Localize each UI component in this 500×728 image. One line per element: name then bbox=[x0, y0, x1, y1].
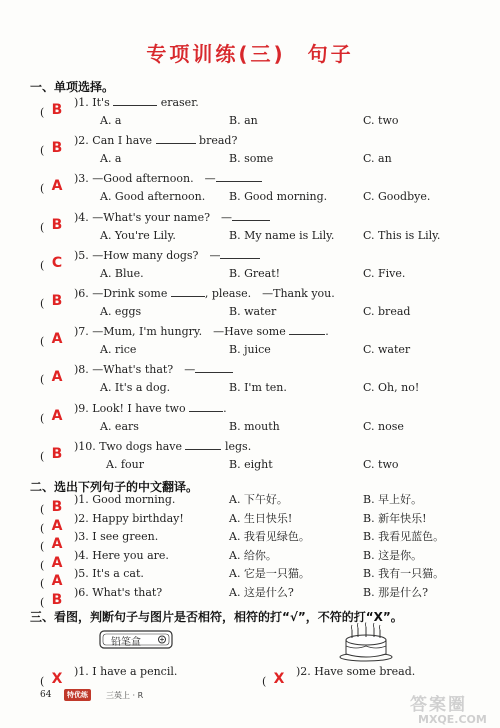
left-paren: ( bbox=[40, 106, 45, 119]
section-3-heading: 三、看图，判断句子与图片是否相符，相符的打“√”，不符的打“X”。 bbox=[30, 610, 403, 624]
option-a: A. four bbox=[106, 457, 144, 471]
answer-blank bbox=[156, 133, 196, 144]
answer-mark: X bbox=[273, 671, 285, 687]
answer-mark: C bbox=[51, 254, 63, 271]
translation-row bbox=[40, 530, 159, 553]
sentence-text: )3. I see green. bbox=[74, 530, 159, 543]
option-a: A. 它是一只猫。 bbox=[229, 567, 310, 580]
question-row bbox=[40, 286, 335, 310]
translation-row bbox=[40, 511, 184, 535]
question-text-pre: )10. Two dogs have bbox=[74, 439, 186, 453]
question-text-post: . bbox=[223, 401, 227, 415]
answer-blank bbox=[195, 362, 233, 373]
option-a: A. 给你。 bbox=[229, 548, 277, 562]
option-a: A. ears bbox=[100, 419, 139, 433]
question-row bbox=[40, 171, 262, 196]
option-b: B. Good morning. bbox=[229, 190, 328, 204]
sentence-text: )4. Here you are. bbox=[74, 548, 169, 562]
section-2-heading: 二、选出下列句子的中文翻译。 bbox=[30, 480, 199, 494]
judgement-row bbox=[40, 665, 178, 688]
option-a: A. 生日快乐! bbox=[229, 511, 293, 525]
answer-mark: A bbox=[51, 369, 63, 386]
question-text-pre: )9. Look! I have two bbox=[74, 401, 190, 415]
left-paren: ( bbox=[40, 335, 45, 349]
question-text-pre: )3. —Good afternoon. — bbox=[74, 172, 216, 186]
answer-blank bbox=[232, 210, 270, 221]
left-paren: ( bbox=[40, 595, 45, 609]
option-b: B. eight bbox=[229, 457, 273, 471]
watermark bbox=[410, 690, 487, 726]
answer-mark: A bbox=[51, 517, 63, 534]
option-b: B. 这是你。 bbox=[363, 548, 423, 562]
option-a: A. Blue. bbox=[100, 266, 144, 280]
option-a: A. a bbox=[100, 152, 122, 166]
question-row bbox=[40, 439, 252, 463]
question-text-post: eraser. bbox=[157, 96, 199, 109]
question-row bbox=[40, 362, 233, 387]
question-row bbox=[40, 95, 199, 119]
option-b: B. 早上好。 bbox=[363, 493, 423, 506]
option-b: B. 那是什么? bbox=[363, 585, 428, 599]
answer-mark: A bbox=[51, 554, 63, 571]
translation-row bbox=[40, 567, 144, 590]
question-text-pre: )2. Can I have bbox=[74, 134, 156, 148]
question-text-post: , please. —Thank you. bbox=[204, 287, 335, 300]
page-number: 64 bbox=[40, 690, 52, 700]
answer-blank bbox=[171, 286, 205, 297]
left-paren: ( bbox=[40, 182, 45, 196]
option-a: A. 下午好。 bbox=[229, 493, 288, 506]
answer-mark: A bbox=[51, 573, 63, 589]
page-title bbox=[0, 38, 500, 67]
answer-blank bbox=[185, 439, 221, 450]
grade-label: 三英上 · R bbox=[106, 691, 144, 700]
option-b: B. 我有一只猫。 bbox=[363, 567, 445, 580]
answer-mark: A bbox=[51, 331, 63, 348]
answer-blank bbox=[189, 401, 223, 412]
option-c: C. water bbox=[363, 343, 411, 357]
left-paren: ( bbox=[40, 540, 45, 553]
left-paren: ( bbox=[40, 258, 45, 272]
question-text-pre: )4. —What's your name? — bbox=[74, 210, 232, 224]
option-a: A. rice bbox=[100, 343, 137, 357]
option-c: C. Five. bbox=[363, 266, 406, 280]
option-b: B. water bbox=[229, 305, 277, 318]
question-text-pre: )1. It's bbox=[74, 96, 114, 109]
sentence-text: )2. Have some bread. bbox=[296, 665, 416, 678]
answer-mark: B bbox=[51, 499, 63, 515]
left-paren: ( bbox=[40, 373, 45, 387]
option-b: B. 我看见蓝色。 bbox=[363, 530, 445, 543]
question-text-post: legs. bbox=[221, 439, 252, 453]
left-paren: ( bbox=[40, 411, 45, 425]
question-text-pre: )5. —How many dogs? — bbox=[74, 248, 221, 262]
option-c: C. This is Lily. bbox=[363, 228, 441, 242]
left-paren: ( bbox=[262, 675, 267, 688]
option-a: A. Good afternoon. bbox=[100, 190, 206, 204]
pencil-box-picture bbox=[98, 628, 176, 656]
brand-badge: 特优练 bbox=[64, 689, 91, 701]
title-main: 专项训练(三) bbox=[146, 42, 286, 66]
left-paren: ( bbox=[40, 521, 45, 535]
answer-mark: B bbox=[51, 140, 63, 157]
answer-blank bbox=[113, 95, 157, 106]
option-b: B. 新年快乐! bbox=[363, 511, 427, 525]
answer-mark: B bbox=[51, 445, 63, 462]
watermark-url: MXQE.COM bbox=[418, 713, 487, 726]
left-paren: ( bbox=[40, 144, 45, 158]
option-b: B. I'm ten. bbox=[229, 381, 287, 395]
answer-mark: B bbox=[51, 293, 63, 309]
sentence-text: )6. What's that? bbox=[74, 585, 163, 599]
left-paren: ( bbox=[40, 449, 45, 463]
cake-picture bbox=[338, 622, 394, 666]
answer-mark: A bbox=[51, 536, 63, 552]
answer-mark: B bbox=[51, 591, 63, 608]
answer-mark: B bbox=[51, 102, 63, 118]
option-b: B. juice bbox=[229, 343, 271, 357]
watermark-text: 答案圈 bbox=[410, 695, 467, 715]
left-paren: ( bbox=[40, 675, 45, 688]
question-row bbox=[40, 210, 270, 234]
sentence-text: )1. Good morning. bbox=[74, 493, 176, 506]
sentence-text: )2. Happy birthday! bbox=[74, 511, 184, 525]
left-paren: ( bbox=[40, 503, 45, 516]
option-b: B. some bbox=[229, 152, 274, 166]
option-a: A. a bbox=[100, 114, 122, 127]
sentence-text: )1. I have a pencil. bbox=[74, 665, 178, 678]
option-b: B. Great! bbox=[229, 266, 281, 280]
question-text-pre: )7. —Mum, I'm hungry. —Have some bbox=[74, 325, 290, 339]
question-row bbox=[40, 401, 227, 425]
answer-mark: B bbox=[51, 216, 63, 233]
option-c: C. Goodbye. bbox=[363, 190, 431, 204]
answer-blank bbox=[216, 171, 262, 182]
question-text-post: bread? bbox=[195, 134, 238, 148]
left-paren: ( bbox=[40, 577, 45, 590]
answer-mark: A bbox=[51, 407, 63, 424]
answer-blank bbox=[220, 248, 260, 259]
translation-row bbox=[40, 548, 169, 572]
cake-icon bbox=[338, 622, 394, 662]
judgement-row bbox=[262, 665, 416, 688]
answer-mark: X bbox=[51, 671, 63, 687]
question-text-pre: )8. —What's that? — bbox=[74, 363, 196, 377]
title-sub: 句子 bbox=[307, 42, 354, 66]
question-row bbox=[40, 248, 260, 272]
question-row bbox=[40, 133, 238, 158]
translation-row bbox=[40, 585, 163, 609]
pencil-box-label: 铅笔盒 bbox=[111, 637, 141, 648]
option-c: C. an bbox=[363, 152, 392, 166]
left-paren: ( bbox=[40, 297, 45, 310]
answer-mark: A bbox=[51, 178, 63, 195]
option-a: A. You're Lily. bbox=[100, 228, 176, 242]
option-a: A. 我看见绿色。 bbox=[229, 530, 310, 543]
option-c: C. Oh, no! bbox=[363, 381, 420, 395]
question-row bbox=[40, 324, 329, 349]
option-c: C. bread bbox=[363, 305, 411, 318]
question-text-pre: )6. —Drink some bbox=[74, 287, 171, 300]
translation-row bbox=[40, 493, 176, 516]
option-b: B. mouth bbox=[229, 419, 280, 433]
option-a: A. It's a dog. bbox=[100, 381, 171, 395]
left-paren: ( bbox=[40, 220, 45, 234]
option-b: B. My name is Lily. bbox=[229, 228, 335, 242]
option-b: B. an bbox=[229, 114, 258, 127]
left-paren: ( bbox=[40, 558, 45, 572]
question-text-post: . bbox=[325, 325, 329, 339]
option-c: C. nose bbox=[363, 419, 404, 433]
option-a: A. eggs bbox=[100, 305, 142, 318]
option-c: C. two bbox=[363, 457, 399, 471]
answer-blank bbox=[289, 324, 325, 335]
option-c: C. two bbox=[363, 114, 399, 127]
section-1-heading: 一、单项选择。 bbox=[30, 80, 115, 94]
sentence-text: )5. It's a cat. bbox=[74, 567, 144, 580]
option-a: A. 这是什么? bbox=[229, 585, 294, 599]
